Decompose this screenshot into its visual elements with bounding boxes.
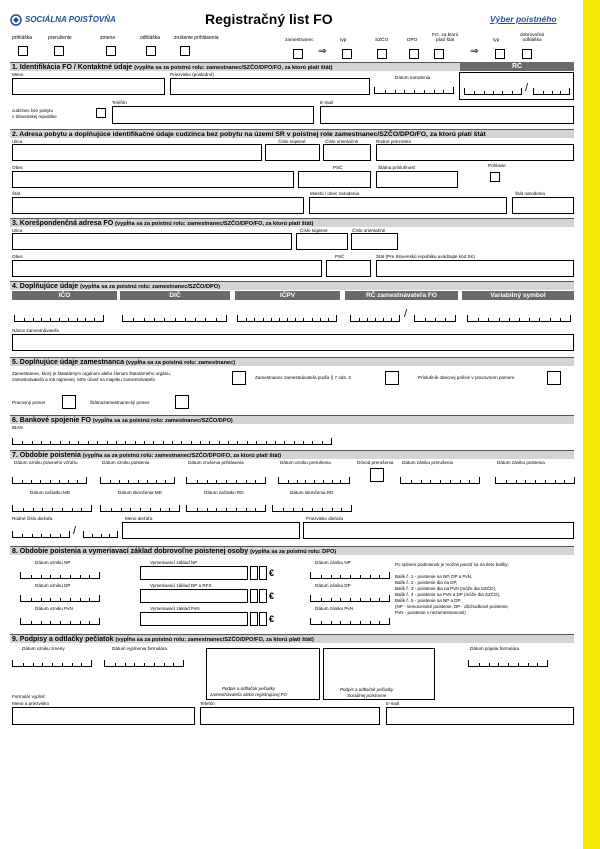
s4-col-header-4: Variabilný symbol <box>462 291 574 300</box>
child-rc-field-1[interactable] <box>12 531 70 538</box>
s2-supis-field[interactable] <box>265 144 320 161</box>
s8-base-label-0: Vymeriavací základ NP <box>150 560 198 565</box>
child-rc-slash: / <box>73 525 77 537</box>
action-checkbox-2[interactable] <box>106 46 116 56</box>
s8-base-dec2-1[interactable] <box>259 589 267 603</box>
name-label: Meno <box>12 72 24 77</box>
foreigner-checkbox[interactable] <box>96 108 106 118</box>
sp-signature-label: Podpis a odtlačok pečiatky Sociálnej poisťovne <box>340 687 394 698</box>
employer-name-field[interactable] <box>12 334 574 351</box>
s3-street-label: Ulica <box>12 228 23 233</box>
phone-field[interactable] <box>112 106 314 124</box>
packages-note: Po splnení podmienok je možné poistiť sa na tieto balíky: Balík č. 1 - poistenie na NP, DP a PvN, Balík č. 2 - poistenie iba na DP, Balík č. 3 - poistenie iba na PvN (môže iba SZČO), Balík č. 4 - poistenie na PvN a DP (môže iba SZČO), Balík č. 5 - poistenie na NP a DP. (NP - nemocenské poistenie, DP - dôchodkové poistenie, PvN - poistenie v nezamestnanosti) <box>395 562 509 615</box>
s8-start-field-2[interactable] <box>20 618 100 625</box>
rc-field-1[interactable] <box>464 88 522 95</box>
name-field[interactable] <box>12 78 165 95</box>
role-checkbox-4[interactable] <box>434 49 444 59</box>
surname-field[interactable] <box>170 78 370 95</box>
role-label-5: typ <box>493 38 500 43</box>
fill-date-label: Dátum vyplnenia formulára <box>112 646 167 651</box>
s7-r2-label-1: Dátum skončenia MD <box>118 490 162 495</box>
action-checkbox-1[interactable] <box>54 46 64 56</box>
s8-start-label-0: Dátum vzniku NP <box>35 560 71 565</box>
fill-date-field[interactable] <box>104 660 184 667</box>
section-8-header: 8. Obdobie poistenia a vymeriavací základ dobrovoľne poistenej osoby (vypĺňa sa za poistnú rolu: DPO) <box>10 546 574 555</box>
s3-orient-field[interactable] <box>351 233 398 250</box>
arrow-icon-0: ⇒ <box>318 46 327 57</box>
s2-supis-label: Číslo súpisné <box>278 139 306 144</box>
filler-name-field[interactable] <box>12 707 195 725</box>
s7-r1-label-4: Dôvod prerušenia <box>357 460 394 465</box>
role-checkbox-3[interactable] <box>409 49 419 59</box>
iban-field[interactable] <box>12 438 332 445</box>
s2-street-label: Ulica <box>12 139 23 144</box>
s8-start-label-1: Dátum vzniku DP <box>35 583 71 588</box>
s8-end-field-0[interactable] <box>310 572 390 579</box>
logo-mark-icon <box>10 14 22 26</box>
s5-statutory-checkbox[interactable] <box>232 371 246 385</box>
surname-label: Priezvisko (posledné) <box>170 72 214 77</box>
s7-r1-field-3[interactable] <box>278 477 350 484</box>
filler-name-label: Meno a priezvisko <box>12 701 50 706</box>
s8-base-dec2-0[interactable] <box>259 566 267 580</box>
filled-by-label: Formulár vyplnil: <box>12 694 46 699</box>
s7-r1-field-6[interactable] <box>495 477 575 484</box>
s8-end-label-1: Dátum zániku DP <box>315 583 351 588</box>
s7-r1-label-0: Dátum vzniku právneho vzťahu <box>14 460 78 465</box>
interrupt-reason-field[interactable] <box>370 468 384 482</box>
receipt-date-field[interactable] <box>468 660 548 667</box>
child-rc-field-2[interactable] <box>83 531 118 538</box>
s8-base-dec1-1[interactable] <box>250 589 258 603</box>
s4-col-header-0: IČO <box>12 291 117 300</box>
euro-icon-0: € <box>269 568 275 578</box>
s5-employment-checkbox[interactable] <box>62 395 76 409</box>
s7-r1-field-2[interactable] <box>186 477 266 484</box>
s8-base-label-2: Vymeriavací základ PvN <box>150 606 200 611</box>
choose-link[interactable]: Výber poistného <box>490 14 557 24</box>
s7-r1-label-1: Dátum vzniku poistenia <box>102 460 150 465</box>
s7-r1-field-1[interactable] <box>100 477 175 484</box>
s2-birthstate-field[interactable] <box>512 197 574 214</box>
action-label-3: odhláška <box>140 35 161 41</box>
page-title: Registračný list FO <box>205 11 333 27</box>
s2-maiden-field[interactable] <box>376 144 574 161</box>
s8-start-field-1[interactable] <box>20 595 100 602</box>
role-label-2: SZČO <box>375 38 389 43</box>
s2-maiden-label: Rodné priezvisko <box>376 139 412 144</box>
s4-field-2[interactable] <box>237 315 337 322</box>
s3-zip-label: PSČ <box>335 254 345 259</box>
s2-zip-label: PSČ <box>333 165 343 170</box>
action-label-2: zmena <box>100 35 116 41</box>
s2-street-field[interactable] <box>12 144 262 161</box>
s2-city-label: Obec <box>12 165 23 170</box>
filler-phone-field[interactable] <box>200 707 380 725</box>
s2-birthplace-field[interactable] <box>309 197 507 214</box>
s8-base-label-1: Vymeriavací základ DP a RFS <box>150 583 212 588</box>
rc-field-2[interactable] <box>533 88 570 95</box>
euro-icon-2: € <box>269 614 275 624</box>
role-checkbox-1[interactable] <box>342 49 352 59</box>
s7-r1-field-5[interactable] <box>400 477 480 484</box>
employer-signature-label: Podpis a odtlačok pečiatky zamestnávateľa alebo registrujúcej FO <box>210 686 288 697</box>
s3-orient-label: Číslo orientačné <box>352 228 386 233</box>
section-9-header: 9. Podpisy a odtlačky pečiatok (vypĺňa sa za poistnú rolu: zamestnanec/SZČO/DPO/FO, za ktorú platí štát) <box>10 634 574 643</box>
section-3-header: 3. Korešpondenčná adresa FO (vypĺňa sa za poistnú rolu: zamestnanec/SZČO/DPO/FO, za ktorú platí štát) <box>10 218 574 227</box>
s2-orient-label: Číslo orientačné <box>325 139 359 144</box>
change-date-field[interactable] <box>12 660 92 667</box>
s3-city-label: Obec <box>12 254 23 259</box>
s8-base-dec1-0[interactable] <box>250 566 258 580</box>
s3-zip-field[interactable] <box>326 260 371 277</box>
s7-r1-label-5: Dátum zániku prerušenia <box>402 460 454 465</box>
s8-base-field-2[interactable] <box>140 612 248 626</box>
s8-base-field-1[interactable] <box>140 589 248 603</box>
s2-nationality-label: Štátna príslušnosť <box>378 165 416 170</box>
s2-nationality-field[interactable] <box>376 171 458 188</box>
action-checkbox-3[interactable] <box>146 46 156 56</box>
role-checkbox-6[interactable] <box>522 49 532 59</box>
s8-start-field-0[interactable] <box>20 572 100 579</box>
s2-state-field[interactable] <box>12 197 304 214</box>
rc-box <box>459 72 574 100</box>
s5-statutory-label: Zamestnanec, ktorý je štatutárnym orgánom alebo členom štatutárneho orgánu, zamestnávateľa a má najmenej 50% účasť na majetku zamestnávateľa <box>12 371 171 382</box>
s4-field-4[interactable] <box>467 315 571 322</box>
s5-employment-label: Pracovný pomer <box>12 400 46 405</box>
section-5-header: 5. Doplňujúce údaje zamestnanca (vypĺňa sa za poistnú rolu: zamestnanec) <box>10 357 574 366</box>
s5-police-checkbox[interactable] <box>547 371 561 385</box>
logo <box>10 14 130 26</box>
s7-r2-label-0: Dátum začiatku MD <box>30 490 71 495</box>
s2-gender-label: Pohlavie <box>488 163 506 168</box>
child-surname-field[interactable] <box>303 522 574 539</box>
s7-r2-label-2: Dátum začiatku RD <box>204 490 244 495</box>
action-checkbox-0[interactable] <box>18 46 28 56</box>
s2-orient-field[interactable] <box>323 144 371 161</box>
birth-date-label: Dátum narodenia <box>395 75 431 80</box>
s7-r2-label-3: Dátum skončenia RD <box>290 490 334 495</box>
s7-r2-field-2[interactable] <box>186 505 266 512</box>
filler-email-field[interactable] <box>386 707 574 725</box>
s5-police-label: Príslušník obecnej polície v pracovnom pomere <box>418 375 515 380</box>
s4-col-header-3: RČ zamestnávateľa FO <box>345 291 458 300</box>
email-field[interactable] <box>320 106 574 124</box>
s4-col-header-1: DIČ <box>120 291 230 300</box>
s7-r2-field-0[interactable] <box>12 505 92 512</box>
s7-r1-label-6: Dátum zániku poistenia <box>497 460 545 465</box>
s5-par7-checkbox[interactable] <box>385 371 399 385</box>
s2-birthstate-label: Štát narodenia <box>515 191 545 196</box>
s3-city-field[interactable] <box>12 260 322 277</box>
s2-zip-field[interactable] <box>298 171 371 188</box>
section-7-header: 7. Obdobie poistenia (vypĺňa sa za poistnú rolu: zamestnanec/SZČO/DPO/FO, za ktorú platí štát) <box>10 450 574 459</box>
s3-supis-field[interactable] <box>296 233 348 250</box>
rc-slash: / <box>525 82 529 94</box>
logo-text: SOCIÁLNA POISŤOVŇA <box>25 15 116 24</box>
s8-end-label-2: Dátum zániku PvN <box>315 606 354 611</box>
role-label-6: dobrovoľná odhláška <box>520 33 545 43</box>
s5-civil-label: Štátnozamestnanecký pomer <box>90 400 150 405</box>
yellow-margin-strip <box>583 0 600 849</box>
child-name-field[interactable] <box>122 522 300 539</box>
rc-header: RČ <box>460 62 574 71</box>
s8-start-label-2: Dátum vzniku PvN <box>35 606 73 611</box>
action-label-0: prihláška <box>12 35 33 41</box>
employer-name-label: Názov zamestnávateľa <box>12 328 59 333</box>
child-rc-label: Rodné číslo dieťaťa <box>12 516 53 521</box>
section-4-header: 4. Doplňujúce údaje (vypĺňa sa za poistnú rolu: zamestnanec/SZČO/DPO) <box>10 281 574 290</box>
iban-label: IBAN <box>12 425 23 430</box>
action-checkbox-4[interactable] <box>180 46 190 56</box>
s2-state-label: Štát <box>12 191 21 196</box>
s7-r2-field-3[interactable] <box>272 505 352 512</box>
birth-date-field[interactable] <box>374 87 454 94</box>
s8-end-field-2[interactable] <box>310 618 390 625</box>
s7-r1-label-3: Dátum vzniku prerušenia <box>280 460 331 465</box>
s5-civil-checkbox[interactable] <box>175 395 189 409</box>
foreigner-label: cudzinec bez pobytu v Slovenskej republike <box>12 108 57 119</box>
s4-col-header-2: IČPV <box>235 291 340 300</box>
role-label-3: DPO <box>407 38 418 43</box>
s7-r1-label-2: Dátum zrušenia prihlásenia <box>188 460 244 465</box>
child-surname-label: Priezvisko dieťaťa <box>306 516 343 521</box>
phone-label: Telefón <box>112 100 127 105</box>
role-checkbox-5[interactable] <box>495 49 505 59</box>
section-2-header: 2. Adresa pobytu a doplňujúce identifikačné údaje cudzinca bez pobytu na území SR v poistnej role zamestnanec/SZČO/DPO/FO, za ktorú platí štát <box>10 129 574 138</box>
euro-icon-1: € <box>269 591 275 601</box>
role-label-1: typ <box>340 38 347 43</box>
s3-supis-label: Číslo súpisné <box>300 228 328 233</box>
s4-field-0[interactable] <box>14 315 104 322</box>
s3-street-field[interactable] <box>12 233 292 250</box>
s4-field-1[interactable] <box>122 315 227 322</box>
child-name-label: Meno dieťaťa <box>125 516 153 521</box>
s4-field-3[interactable] <box>350 315 400 322</box>
role-checkbox-0[interactable] <box>293 49 303 59</box>
filler-email-label: E-mail <box>386 701 400 706</box>
s8-base-dec1-2[interactable] <box>250 612 258 626</box>
s8-base-field-0[interactable] <box>140 566 248 580</box>
role-label-0: zamestnanec <box>285 38 314 43</box>
s7-r2-field-1[interactable] <box>100 505 180 512</box>
email-label: E-mail <box>320 100 334 105</box>
s4-field-rc2[interactable] <box>414 315 456 322</box>
s4-rc-slash: / <box>404 308 408 320</box>
s3-state-label: Štát (Pre Slovenskú republiku uvádzajte kód SK) <box>376 254 476 259</box>
s8-end-label-0: Dátum zániku NP <box>315 560 351 565</box>
action-label-1: prerušenie <box>48 35 72 41</box>
arrow-icon-1: ⇒ <box>470 46 479 57</box>
s8-end-field-1[interactable] <box>310 595 390 602</box>
filler-phone-label: Telefón <box>200 701 215 706</box>
section-6-header: 6. Bankové spojenie FO (vypĺňa sa za poistnú rolu: zamestnanec/SZČO/DPO) <box>10 415 574 424</box>
s2-birthplace-label: Miesto / obec narodenia <box>310 191 360 196</box>
receipt-date-label: Dátum prijatia formulára <box>470 646 520 651</box>
s8-base-dec2-2[interactable] <box>259 612 267 626</box>
s7-r1-field-0[interactable] <box>12 477 87 484</box>
s5-par7-label: Zamestnanec zamestnávateľa podľa § 7 ods. 2 <box>255 375 351 380</box>
action-label-4: zrušenie prihlásenia <box>174 35 219 41</box>
s3-state-field[interactable] <box>376 260 574 277</box>
s2-city-field[interactable] <box>12 171 294 188</box>
change-date-label: Dátum vzniku zmeny <box>22 646 65 651</box>
section-1-header: 1. Identifikácia FO / Kontaktné údaje (vypĺňa sa za poistnú rolu: zamestnanec/SZČO/DPO/FO, za ktorú platí štát) <box>10 62 574 71</box>
role-label-4: FO, za ktorú platí štát <box>432 33 459 43</box>
s2-gender-field[interactable] <box>490 172 500 182</box>
role-checkbox-2[interactable] <box>377 49 387 59</box>
